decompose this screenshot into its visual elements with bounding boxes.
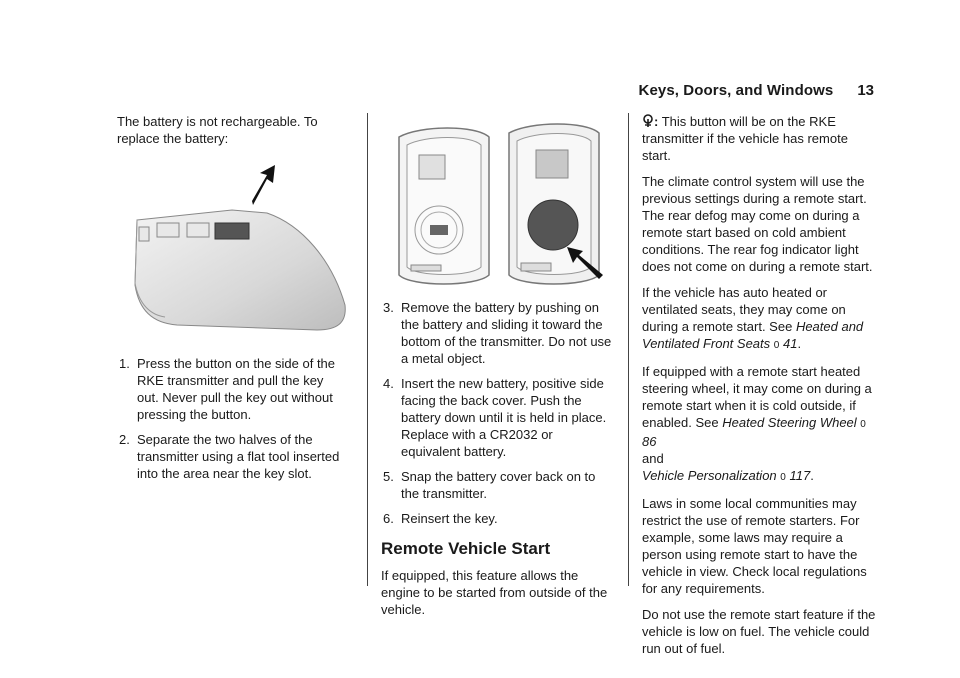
list-item	[117, 355, 347, 423]
step-text: Remove the battery by pushing on the battery and sliding it toward the bottom of the transmitter. Do not use a metal object.	[401, 300, 612, 366]
transmitter-open-illustration	[381, 115, 613, 293]
column-3	[642, 113, 880, 666]
xref-page[interactable]: 41	[782, 336, 798, 351]
seats-text: If the vehicle has auto heated or ventilated seats, they may come on during a remote start. See	[642, 285, 846, 334]
list-item	[381, 468, 613, 502]
step-number: 3.	[383, 300, 394, 315]
laws-paragraph: Laws in some local communities may restrict the use of remote starters. For example, some laws may require a person using remote start to have the vehicle in view. Check local regulations for any requirements.	[642, 496, 867, 596]
column-divider-2	[628, 113, 629, 586]
and-text: and	[642, 451, 664, 466]
list-item	[117, 431, 347, 482]
page-number: 13	[857, 82, 874, 99]
transmitter-halves-drawing	[381, 115, 613, 293]
xref-page[interactable]: 86	[642, 434, 657, 449]
step-number: 2.	[119, 432, 130, 447]
xref-arrow-icon: 0	[773, 340, 780, 351]
step-number: 5.	[383, 469, 394, 484]
steering-text: If equipped with a remote start heated steering wheel, it may come on during a remote start when it is cold outside, if enabled. See	[642, 364, 872, 430]
fuel-paragraph: Do not use the remote start feature if the vehicle is low on fuel. The vehicle could run out of fuel.	[642, 607, 876, 656]
steps-list-1	[117, 355, 347, 482]
list-item	[381, 299, 613, 367]
page-header	[639, 82, 874, 99]
step-text: Snap the battery cover back on to the transmitter.	[401, 469, 596, 501]
remote-start-icon	[642, 114, 654, 128]
xref-link[interactable]: Vehicle Personalization	[642, 468, 777, 483]
step-text: Separate the two halves of the transmitter using a flat tool inserted into the area near the key slot.	[137, 432, 340, 481]
xref-link[interactable]: Heated and Ventilated Front Seats	[642, 319, 864, 351]
step-number: 1.	[119, 356, 130, 371]
key-fob-illustration	[117, 165, 347, 335]
step-number: 4.	[383, 376, 394, 391]
heading-text: If equipped, this feature allows the engine to be started from outside of the vehicle.	[381, 568, 608, 617]
steps-list-2	[381, 299, 613, 527]
step-text: Reinsert the key.	[401, 511, 498, 526]
section-heading: Remote Vehicle Start	[381, 539, 551, 558]
column-divider-1	[367, 113, 368, 586]
remote-start-paragraph	[642, 113, 880, 164]
section-title: Keys, Doors, and Windows	[638, 82, 834, 99]
period: .	[810, 468, 814, 483]
step-text: Press the button on the side of the RKE transmitter and pull the key out. Never pull the key out without pressing the button.	[137, 356, 336, 422]
column-1	[117, 113, 347, 490]
arrow-icon	[252, 165, 275, 205]
period: .	[797, 336, 802, 351]
xref-arrow-icon: 0	[860, 419, 866, 430]
xref-page[interactable]: 117	[789, 468, 811, 483]
column-2	[381, 113, 613, 627]
icon-label: :	[654, 114, 659, 129]
intro-text: The battery is not rechargeable. To replace the battery:	[117, 114, 318, 146]
steering-paragraph	[642, 363, 880, 486]
step-number: 6.	[383, 511, 394, 526]
climate-paragraph: The climate control system will use the previous settings during a remote start. The rear defog may come on during a remote start based on cold ambient conditions. The rear fog indicator light does not come on during a remote start.	[642, 174, 873, 274]
step-text: Insert the new battery, positive side facing the back cover. Push the battery down until it is held in place. Replace with a CR2032 or equivalent battery.	[401, 376, 607, 459]
list-item	[381, 375, 613, 460]
xref-arrow-icon: 0	[780, 472, 786, 483]
list-item	[381, 510, 613, 527]
remote-start-text: This button will be on the RKE transmitter if the vehicle has remote start.	[642, 114, 848, 163]
seats-paragraph	[642, 284, 880, 354]
key-fob-drawing	[117, 165, 349, 335]
xref-link[interactable]: Heated Steering Wheel	[722, 415, 857, 430]
